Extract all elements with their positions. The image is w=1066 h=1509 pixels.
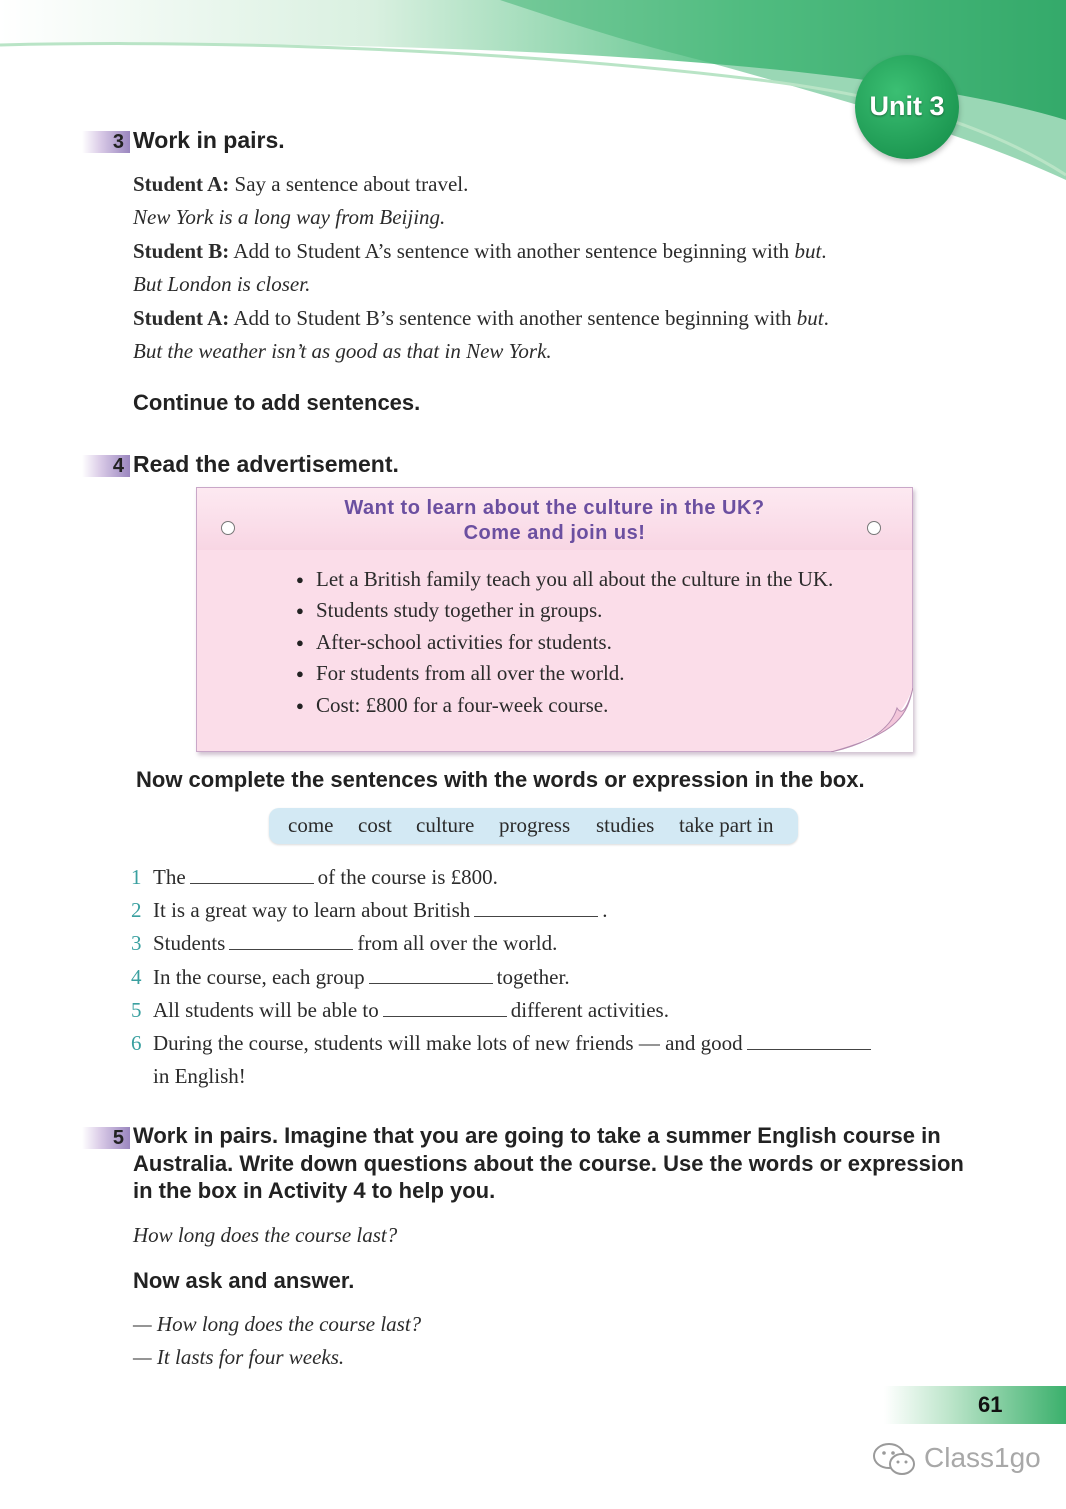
sentence-text: All students will be able to — [153, 998, 379, 1022]
unit-label: Unit 3 — [869, 91, 945, 121]
word-option: come — [288, 813, 334, 837]
sentence-number: 5 — [131, 998, 142, 1022]
word-option: studies — [596, 813, 655, 837]
ex3-line-2: New York is a long way from Beijing. — [133, 205, 446, 229]
dialogue-line: — How long does the course last? — [133, 1312, 422, 1336]
sentence-text: . — [602, 898, 608, 922]
answer-blank[interactable] — [369, 965, 493, 984]
word-option: cost — [358, 813, 392, 837]
sentence-number: 6 — [131, 1031, 142, 1055]
gapfill-sentence-6 — [131, 1030, 875, 1056]
gapfill-sentence-6-continued: in English! — [153, 1064, 246, 1088]
ad-bullet: ● After-school activities for students. — [316, 629, 612, 655]
line-italic-word: but — [796, 306, 824, 330]
exercise-5-title-line: Australia. Write down questions about the course. Use the words or expression — [133, 1151, 964, 1176]
page-curl — [831, 688, 913, 752]
speaker-label: Student A: — [133, 172, 230, 196]
line-text: Add to Student B’s sentence with another sentence beginning with — [229, 306, 797, 330]
gapfill-sentence-3 — [131, 930, 557, 956]
ex3-line-1 — [133, 171, 468, 197]
sentence-text: The — [153, 865, 186, 889]
ad-bullet: ● Students study together in groups. — [316, 597, 602, 623]
sentence-text: In the course, each group — [153, 965, 365, 989]
word-box — [269, 808, 798, 844]
ex3-line-5 — [133, 305, 829, 331]
sentence-text: Students — [153, 931, 226, 955]
gapfill-sentence-1 — [131, 864, 498, 890]
sentence-number: 3 — [131, 931, 142, 955]
ex3-line-3 — [133, 238, 827, 264]
exercise-5-number: 5 — [82, 1127, 130, 1149]
sentence-number: 4 — [131, 965, 142, 989]
gapfill-sentence-2 — [131, 897, 608, 923]
ex3-continue: Continue to add sentences. — [133, 390, 421, 415]
exercise-3-number: 3 — [82, 131, 130, 153]
sentence-text: of the course is £800. — [317, 865, 498, 889]
ad-headline-1: Want to learn about the culture in the UK? — [344, 497, 765, 519]
word-option: progress — [499, 813, 571, 837]
line-tail: . — [821, 239, 827, 263]
ex5-subheading: Now ask and answer. — [133, 1268, 355, 1293]
answer-blank[interactable] — [190, 865, 314, 884]
line-text: Say a sentence about travel. — [229, 172, 469, 196]
sentence-number: 2 — [131, 898, 142, 922]
ex4-instruction: Now complete the sentences with the words or expression in the box. — [136, 767, 865, 792]
answer-blank[interactable] — [474, 898, 598, 917]
page-number: 61 — [978, 1392, 1003, 1417]
line-tail: . — [823, 306, 829, 330]
ad-bullet: ● For students from all over the world. — [316, 660, 625, 686]
answer-blank[interactable] — [229, 931, 353, 950]
ad-bullet: ● Let a British family teach you all about the culture in the UK. — [316, 566, 833, 592]
page-number-tab — [884, 1386, 1066, 1424]
exercise-5-title-line: in the box in Activity 4 to help you. — [133, 1178, 496, 1203]
exercise-3-title: Work in pairs. — [133, 127, 285, 153]
wechat-icon — [872, 1442, 918, 1478]
ex5-example: How long does the course last? — [133, 1223, 398, 1247]
speaker-label: Student A: — [133, 306, 230, 330]
sentence-text: different activities. — [510, 998, 669, 1022]
unit-badge — [855, 55, 959, 159]
word-option: take part in — [679, 813, 774, 837]
sentence-text: During the course, students will make lots of new friends — and good — [153, 1031, 743, 1055]
advertisement-card — [196, 487, 913, 752]
word-option: culture — [416, 813, 475, 837]
exercise-4-title: Read the advertisement. — [133, 451, 399, 477]
exercise-5-title-line: Work in pairs. Imagine that you are going to take a summer English course in — [133, 1123, 941, 1148]
ex3-line-4: But London is closer. — [133, 272, 311, 296]
line-italic-word: but — [794, 239, 822, 263]
gapfill-sentence-4 — [131, 964, 570, 990]
ex3-line-6: But the weather isn’t as good as that in New York. — [133, 339, 552, 363]
gapfill-sentence-5 — [131, 997, 669, 1023]
sentence-text: It is a great way to learn about British — [153, 898, 471, 922]
watermark-text: Class1go — [924, 1442, 1041, 1473]
line-text: Add to Student A’s sentence with another sentence beginning with — [229, 239, 795, 263]
sentence-text: together. — [496, 965, 570, 989]
exercise-4-number: 4 — [82, 455, 130, 477]
ad-bullet: ● Cost: £800 for a four-week course. — [316, 692, 608, 718]
answer-blank[interactable] — [383, 998, 507, 1017]
ad-headline-2: Come and join us! — [463, 522, 646, 544]
speaker-label: Student B: — [133, 239, 230, 263]
sentence-number: 1 — [131, 865, 142, 889]
dialogue-line: — It lasts for four weeks. — [133, 1345, 345, 1369]
answer-blank[interactable] — [747, 1031, 871, 1050]
sentence-text: from all over the world. — [357, 931, 558, 955]
